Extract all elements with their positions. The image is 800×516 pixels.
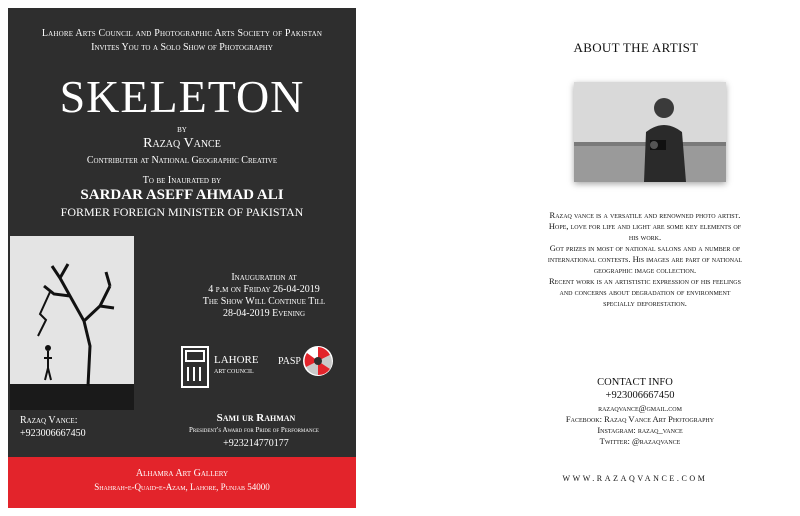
lahore-logo-text: LAHORE: [214, 354, 259, 366]
lahore-art-council-logo-icon: [178, 341, 266, 393]
bio-line: geographic image collection.: [593, 265, 697, 275]
website-link[interactable]: WWW.RAZAQVANCE.COM: [562, 474, 708, 483]
artist-bio: [500, 210, 790, 309]
artist-portrait-image: [574, 82, 726, 182]
inauguration-details: [184, 272, 344, 320]
contact-email: razaqvance@gmail.com: [598, 403, 682, 413]
gallery-address: Shahrah-e-Quaid-e-Azam, Lahore, Punjab 54000: [94, 482, 270, 492]
artist-contact-phone: +923006667450: [20, 428, 86, 439]
gallery-name: Alhamra Art Gallery: [135, 468, 229, 479]
about-title: ABOUT THE ARTIST: [573, 40, 699, 55]
curator-phone: +923214770177: [223, 438, 289, 449]
inauguration-line4: 28-04-2019 Evening: [222, 308, 306, 319]
artist-portrait-photo: [574, 82, 726, 182]
bio-line: Razaq vance is a versatile and renowned photo artist.: [549, 210, 741, 220]
bio-line: his work.: [628, 232, 662, 242]
bio-line: and concerns about degradation of environment: [559, 287, 731, 297]
inauguration-line2: 4 p.m on Friday 26-04-2019: [208, 284, 320, 295]
contact-heading: CONTACT INFO: [597, 377, 673, 388]
bio-line: Got prizes in most of national salons and a number of: [549, 243, 741, 253]
poster-header-line1: Lahore Arts Council and Photographic Arts Society of Pakistan: [41, 28, 323, 39]
tree-silhouette-image: [10, 236, 134, 410]
contributor-line: Contributer at National Geographic Creative: [86, 155, 278, 166]
poster: [8, 8, 356, 508]
contact-facebook: Facebook: Razaq Vance Art Photography: [565, 414, 715, 424]
curator-name: Sami ur Rahman: [216, 412, 296, 424]
by-label: by: [177, 124, 187, 135]
chief-guest-name: SARDAR ASEFF AHMAD ALI: [80, 187, 284, 203]
bio-line: Recent work is an artististic expression of his feelings: [549, 276, 741, 286]
inauguration-line1: Inauguration at: [231, 272, 297, 283]
contact-phone: +923006667450: [605, 390, 675, 401]
artist-contact-name: Razaq Vance:: [20, 415, 78, 426]
curator-award: President's Award for Pride of Performance: [189, 426, 319, 434]
bio-line: international contests. His images are part of national: [547, 254, 743, 264]
bio-line: Hope, love for life and light are some key elements of: [548, 221, 742, 231]
poster-header-line2: Invites You to a Solo Show of Photography: [91, 42, 273, 53]
inauguration-line3: The Show Will Continue Till: [202, 296, 326, 307]
pasp-logo-text: PASP: [278, 356, 301, 367]
pasp-aperture-icon: [302, 345, 334, 377]
skeleton-tree-photo: [10, 236, 134, 410]
art-council-logo-text: ART COUNCIL: [214, 369, 254, 375]
chief-guest-role: FORMER FOREIGN MINISTER OF PAKISTAN: [60, 205, 304, 219]
contact-twitter: Twitter: @razaqvance: [599, 436, 681, 446]
inaugurated-by-label: To be Inaurated by: [142, 175, 222, 186]
bio-line: specially deforestation.: [603, 298, 687, 308]
contact-instagram: Instagram: razaq_vance: [597, 425, 683, 435]
exhibition-title: SKELETON: [59, 71, 305, 122]
artist-name: Razaq Vance: [143, 136, 221, 151]
